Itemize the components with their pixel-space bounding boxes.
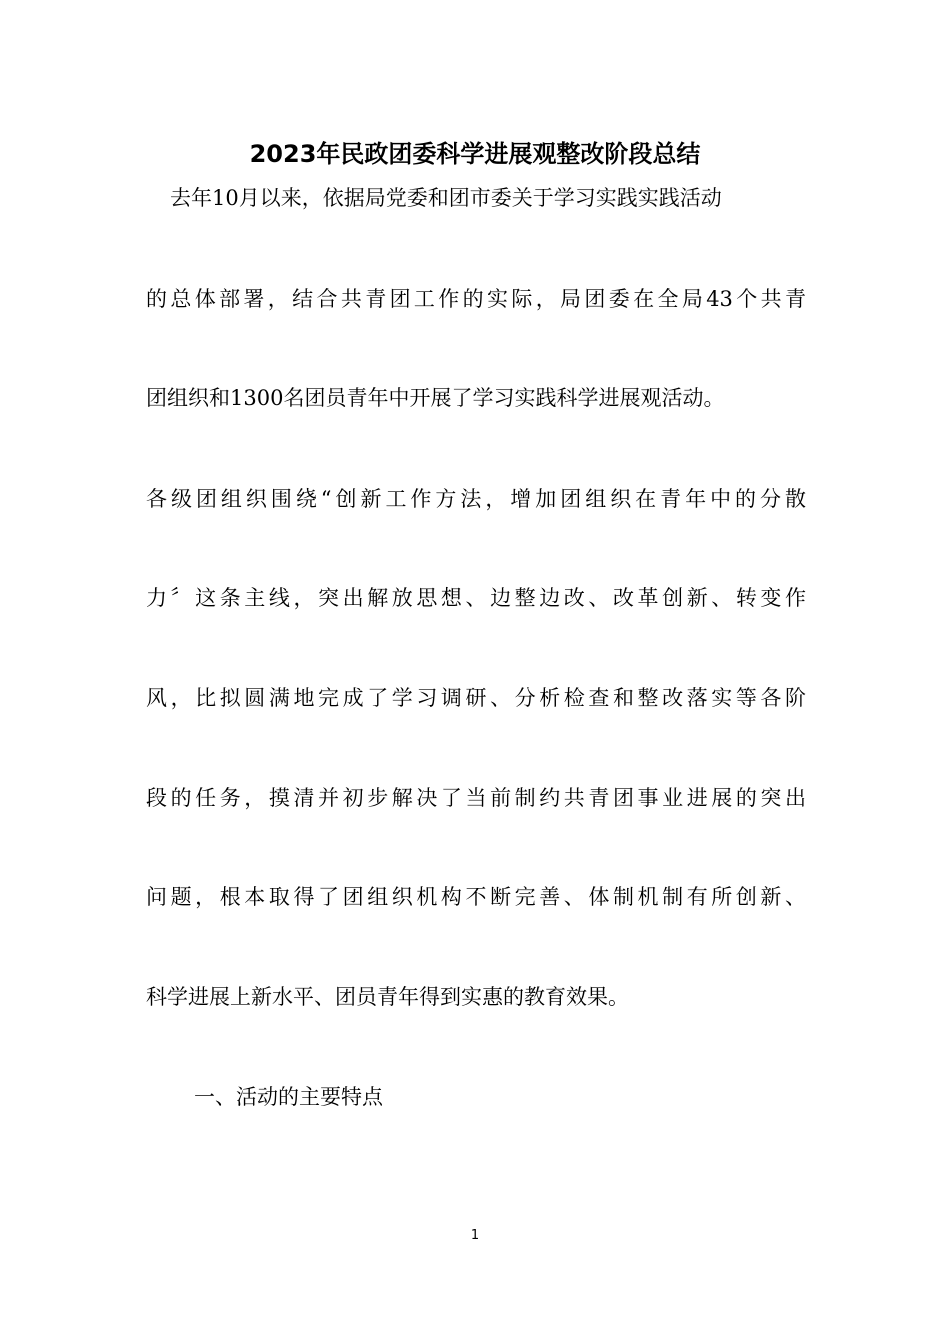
section-heading: 一、活动的主要特点 — [194, 1085, 383, 1109]
paragraph-line-5: 力〞这条主线，突出解放思想、边整边改、改革创新、转变作 — [146, 586, 806, 610]
paragraph-line-6: 风，比拟圆满地完成了学习调研、分析检查和整改落实等各阶 — [146, 686, 806, 710]
paragraph-line-8: 问题，根本取得了团组织机构不断完善、体制机制有所创新、 — [146, 885, 806, 909]
paragraph-line-3: 团组织和1300名团员青年中开展了学习实践科学进展观活动。 — [146, 386, 725, 410]
paragraph-line-4: 各级团组织围绕“创新工作方法，增加团组织在青年中的分散 — [146, 487, 806, 511]
paragraph-line-7: 段的任务，摸清并初步解决了当前制约共青团事业进展的突出 — [146, 786, 806, 810]
paragraph-line-1: 去年10月以来，依据局党委和团市委关于学习实践实践活动 — [170, 186, 722, 210]
paragraph-line-2: 的总体部署，结合共青团工作的实际，局团委在全局43个共青 — [146, 287, 806, 311]
paragraph-line-9: 科学进展上新水平、团员青年得到实惠的教育效果。 — [146, 985, 629, 1009]
document-title: 2023年民政团委科学进展观整改阶段总结 — [249, 140, 701, 168]
page-number: 1 — [470, 1228, 480, 1243]
